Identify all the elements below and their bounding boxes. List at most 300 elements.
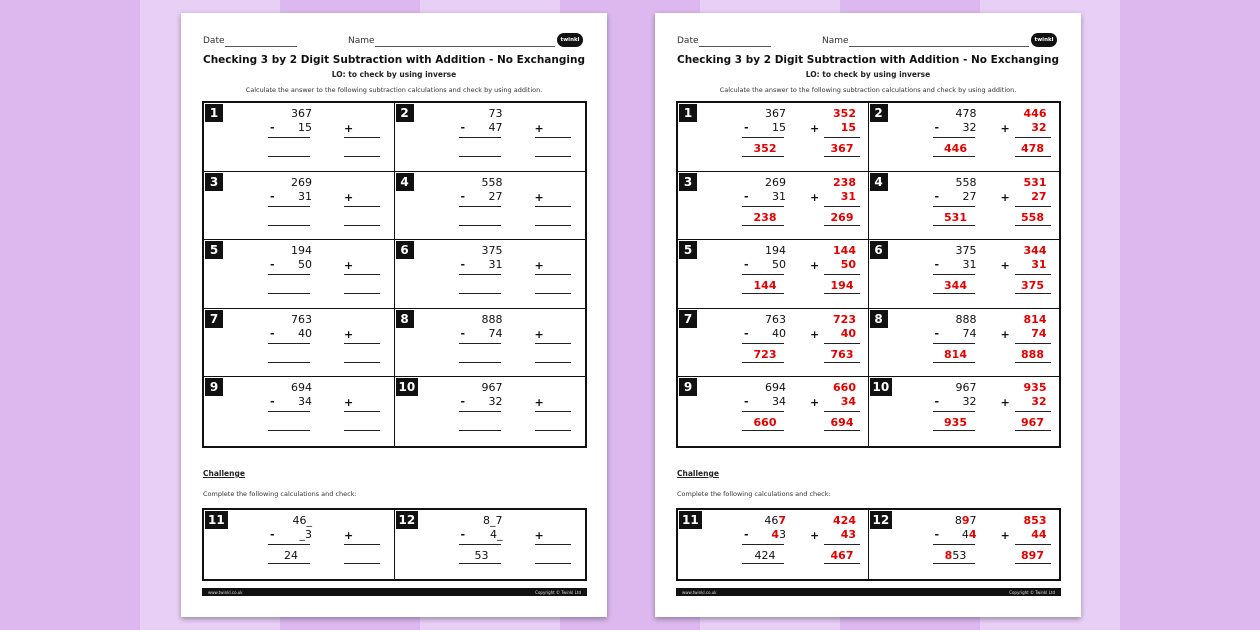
answer-line xyxy=(268,544,310,545)
result xyxy=(935,549,977,562)
minus-sign: - xyxy=(270,326,275,340)
minuend: 888 xyxy=(481,312,503,326)
answer-line xyxy=(742,293,784,294)
minuend: 967 xyxy=(481,381,503,395)
answer: 531 xyxy=(944,210,967,224)
subtrahend: 40 xyxy=(298,326,312,340)
subtrahend: 4_ xyxy=(490,528,503,541)
answer-cell xyxy=(869,103,1060,172)
answer: 723 xyxy=(753,347,777,361)
worksheet-title: Checking 3 by 2 Digit Subtraction with Addition - No Exchanging xyxy=(203,54,585,66)
plus-sign: + xyxy=(534,259,544,273)
plus-sign: + xyxy=(1000,529,1010,542)
stripe xyxy=(1120,0,1260,630)
check-line xyxy=(535,343,571,344)
answer-line xyxy=(459,274,501,275)
footer-copyright: Copyright © Twinkl Ltd xyxy=(535,589,581,595)
worksheet-answers xyxy=(655,13,1081,617)
check-line xyxy=(824,225,860,226)
minuend: 194 xyxy=(765,244,786,258)
question-cell xyxy=(204,172,395,241)
check-line xyxy=(535,293,571,294)
answer-line xyxy=(933,293,975,294)
subtrahend: 74 xyxy=(488,326,503,340)
plus-sign: + xyxy=(344,327,354,341)
answer-cell xyxy=(869,309,1060,378)
answer-cell xyxy=(869,377,1060,446)
answer-line xyxy=(459,411,501,412)
result: 424 xyxy=(754,549,776,562)
check-bottom: 34 xyxy=(840,395,856,409)
subtrahend: _3 xyxy=(299,528,312,541)
plus-sign: + xyxy=(810,396,820,410)
answer-line xyxy=(459,293,501,294)
check-sum: 194 xyxy=(830,279,854,293)
answer-line xyxy=(459,156,501,157)
check-line xyxy=(1015,411,1051,412)
answer: 238 xyxy=(753,210,777,224)
answer-line xyxy=(268,293,310,294)
check-bottom: 27 xyxy=(1031,189,1047,203)
answer-line xyxy=(742,274,784,275)
question-number: 7 xyxy=(205,310,223,328)
subtrahend xyxy=(927,528,977,541)
check-line xyxy=(344,156,380,157)
answer-line xyxy=(742,411,784,412)
answer-line xyxy=(268,137,310,138)
minuend: 558 xyxy=(481,175,503,189)
check-line xyxy=(344,362,380,363)
answer-line xyxy=(933,137,975,138)
check-top: 446 xyxy=(1023,107,1047,120)
answer-cell xyxy=(678,309,869,378)
question-number: 1 xyxy=(679,104,697,122)
check-line xyxy=(535,563,571,564)
plus-sign: + xyxy=(534,122,544,135)
minuend: 888 xyxy=(955,312,977,326)
instructions: Calculate the answer to the following subtraction calculations and check by using addition. xyxy=(719,86,1017,94)
question-number: 4 xyxy=(870,173,888,191)
check-line xyxy=(1015,544,1051,545)
check-line xyxy=(824,274,860,275)
answer-line xyxy=(742,137,784,138)
question-cell xyxy=(395,172,586,241)
challenge-heading: Challenge xyxy=(677,469,719,478)
minuend-given: 7 xyxy=(969,514,977,527)
answer-cell xyxy=(678,377,869,446)
plus-sign: + xyxy=(1000,122,1010,135)
check-line xyxy=(1015,206,1051,207)
answer-cell xyxy=(869,172,1060,241)
minus-sign: - xyxy=(744,258,749,272)
check-bottom: 50 xyxy=(840,258,856,272)
question-number: 10 xyxy=(396,378,419,396)
check-line xyxy=(824,156,860,157)
minus-sign: - xyxy=(460,189,466,203)
minuend: 694 xyxy=(765,381,786,395)
question-number: 12 xyxy=(870,511,893,529)
question-number: 5 xyxy=(205,241,223,259)
answer-line xyxy=(742,544,784,545)
footer-website: www.twinkl.co.uk xyxy=(682,589,717,595)
answer: 935 xyxy=(944,416,967,430)
question-number: 9 xyxy=(679,378,697,396)
minus-sign: - xyxy=(744,189,749,203)
question-number: 3 xyxy=(205,173,223,191)
answer-line xyxy=(459,225,501,226)
plus-sign: + xyxy=(1000,327,1010,341)
challenge-instructions: Complete the following calculations and check: xyxy=(203,490,357,498)
check-sum: 763 xyxy=(830,347,854,361)
plus-sign: + xyxy=(344,122,354,135)
learning-objective: LO: to check by using inverse xyxy=(331,70,457,79)
subtrahend: 47 xyxy=(488,121,503,134)
footer-copyright: Copyright © Twinkl Ltd xyxy=(1009,589,1055,595)
worksheet-footer xyxy=(676,588,1061,596)
question-number: 5 xyxy=(679,241,697,259)
minuend: 763 xyxy=(765,312,786,326)
challenge-cell xyxy=(204,510,395,579)
check-sum: 367 xyxy=(830,142,854,155)
subtrahend: 15 xyxy=(298,121,312,134)
minus-sign: - xyxy=(460,528,466,541)
minuend xyxy=(736,514,786,527)
worksheet-footer xyxy=(202,588,587,596)
check-line xyxy=(1015,137,1051,138)
minus-sign: - xyxy=(460,121,466,134)
check-bottom: 32 xyxy=(1031,395,1047,409)
minus-sign: - xyxy=(270,189,275,203)
check-line xyxy=(824,430,860,431)
footer-website: www.twinkl.co.uk xyxy=(208,589,243,595)
answer-line xyxy=(459,544,501,545)
question-number: 2 xyxy=(396,104,414,122)
minus-sign: - xyxy=(744,121,749,134)
subtrahend: 34 xyxy=(298,395,312,409)
check-top: 344 xyxy=(1023,244,1047,258)
minus-sign: - xyxy=(270,121,275,134)
challenge-cell xyxy=(869,510,1060,579)
missing-digit: 4 xyxy=(968,528,977,541)
worksheet-title: Checking 3 by 2 Digit Subtraction with Addition - No Exchanging xyxy=(677,54,1059,66)
answer-cell xyxy=(678,240,869,309)
check-top: 853 xyxy=(1023,514,1047,527)
answer-line xyxy=(268,563,310,564)
minuend: 375 xyxy=(481,244,503,258)
check-line xyxy=(824,206,860,207)
minus-sign: - xyxy=(270,528,275,541)
minuend-given: 8 xyxy=(954,514,962,527)
missing-digit: 8 xyxy=(944,549,953,562)
answer-line xyxy=(933,563,975,564)
check-line xyxy=(1015,293,1051,294)
answer-line xyxy=(459,563,501,564)
minus-sign: - xyxy=(460,326,466,340)
answer-line xyxy=(933,411,975,412)
answer-line xyxy=(742,156,784,157)
subtrahend: 27 xyxy=(962,189,977,203)
name-label: Name xyxy=(348,36,375,46)
minus-sign: - xyxy=(934,395,940,409)
minuend: 194 xyxy=(291,244,312,258)
answer: 352 xyxy=(753,142,777,155)
answer-line xyxy=(459,362,501,363)
answer-line xyxy=(268,411,310,412)
minuend: 967 xyxy=(955,381,977,395)
check-line xyxy=(1015,225,1051,226)
answer-line xyxy=(459,430,501,431)
question-number: 10 xyxy=(870,378,893,396)
date-label: Date xyxy=(203,36,225,46)
subtrahend: 27 xyxy=(488,189,503,203)
subtrahend: 32 xyxy=(488,395,503,409)
check-line xyxy=(824,343,860,344)
minus-sign: - xyxy=(934,121,940,134)
check-bottom: 31 xyxy=(1031,258,1047,272)
subtrahend: 15 xyxy=(772,121,786,134)
answer-line xyxy=(742,225,784,226)
answer-line xyxy=(268,343,310,344)
plus-sign: + xyxy=(810,122,820,135)
subtrahend: 31 xyxy=(772,189,786,203)
subtrahend xyxy=(736,528,786,541)
plus-sign: + xyxy=(344,259,354,273)
check-line xyxy=(535,411,571,412)
answer-line xyxy=(933,430,975,431)
plus-sign: + xyxy=(534,190,544,204)
minuend: 73 xyxy=(488,107,503,120)
answer-cell xyxy=(678,103,869,172)
plus-sign: + xyxy=(344,190,354,204)
check-top: 424 xyxy=(833,514,856,527)
subtrahend: 34 xyxy=(772,395,786,409)
result: 24 xyxy=(284,549,298,562)
check-line xyxy=(344,293,380,294)
stripe xyxy=(0,0,140,630)
check-line xyxy=(535,137,571,138)
check-line xyxy=(824,362,860,363)
answer-line xyxy=(933,225,975,226)
answer-cell xyxy=(678,172,869,241)
answer: 814 xyxy=(944,347,967,361)
check-top: 723 xyxy=(833,312,856,326)
question-cell xyxy=(395,103,586,172)
answer-line xyxy=(933,206,975,207)
plus-sign: + xyxy=(810,259,820,273)
check-line xyxy=(344,563,380,564)
minus-sign: - xyxy=(744,395,749,409)
subtrahend: 74 xyxy=(962,326,977,340)
minuend: 269 xyxy=(765,175,786,189)
check-line xyxy=(535,225,571,226)
instructions: Calculate the answer to the following subtraction calculations and check by using addition. xyxy=(245,86,543,94)
check-line xyxy=(535,362,571,363)
subtrahend: 40 xyxy=(772,326,786,340)
check-line xyxy=(535,156,571,157)
question-cell xyxy=(204,309,395,378)
check-top: 238 xyxy=(833,175,856,189)
worksheet-header xyxy=(203,36,585,50)
answer-line xyxy=(742,563,784,564)
plus-sign: + xyxy=(344,529,354,542)
check-line xyxy=(535,274,571,275)
check-line xyxy=(1015,156,1051,157)
name-label: Name xyxy=(822,36,849,46)
answer-line xyxy=(268,225,310,226)
answer-line xyxy=(459,137,501,138)
answer: 660 xyxy=(753,416,777,430)
question-cell xyxy=(395,377,586,446)
check-line xyxy=(535,430,571,431)
minuend: 763 xyxy=(291,312,312,326)
check-sum: 558 xyxy=(1021,210,1044,224)
subtrahend-given: 3 xyxy=(779,528,786,541)
plus-sign: + xyxy=(1000,396,1010,410)
minus-sign: - xyxy=(460,258,466,272)
check-line xyxy=(824,411,860,412)
plus-sign: + xyxy=(534,529,544,542)
check-line xyxy=(344,137,380,138)
question-number: 7 xyxy=(679,310,697,328)
answer-line xyxy=(268,430,310,431)
check-line xyxy=(535,544,571,545)
answer-line xyxy=(268,274,310,275)
answer: 446 xyxy=(944,142,967,155)
check-line xyxy=(344,343,380,344)
check-sum: 478 xyxy=(1021,142,1044,155)
minus-sign: - xyxy=(744,326,749,340)
minuend: 478 xyxy=(955,107,977,120)
question-number: 8 xyxy=(396,310,414,328)
check-bottom: 32 xyxy=(1031,121,1047,134)
check-line xyxy=(344,274,380,275)
check-sum: 897 xyxy=(1021,549,1044,562)
missing-digit: 4 xyxy=(771,528,779,541)
check-sum: 375 xyxy=(1021,279,1044,293)
answer: 144 xyxy=(753,279,777,293)
minuend: 46_ xyxy=(292,514,312,527)
minus-sign: - xyxy=(744,528,749,541)
twinkl-logo: twinkl xyxy=(557,33,583,47)
check-top: 531 xyxy=(1023,175,1047,189)
check-line xyxy=(1015,563,1051,564)
worksheet-header xyxy=(677,36,1059,50)
missing-digit: 7 xyxy=(778,514,786,527)
check-line xyxy=(824,293,860,294)
subtrahend: 31 xyxy=(488,258,503,272)
subtrahend: 50 xyxy=(772,258,786,272)
answer-line xyxy=(933,362,975,363)
answer-line xyxy=(742,206,784,207)
answer-line xyxy=(742,362,784,363)
check-line xyxy=(344,544,380,545)
check-line xyxy=(824,544,860,545)
answer-line xyxy=(268,362,310,363)
challenge-answer-grid xyxy=(676,508,1061,581)
check-top: 660 xyxy=(833,381,856,395)
question-number: 6 xyxy=(396,241,414,259)
check-sum: 694 xyxy=(830,416,854,430)
check-bottom: 15 xyxy=(840,121,856,134)
subtrahend-given: 4 xyxy=(961,528,969,541)
check-line xyxy=(1015,430,1051,431)
check-line xyxy=(1015,362,1051,363)
minuend: 8_7 xyxy=(483,514,503,527)
question-number: 11 xyxy=(679,511,702,529)
check-bottom: 74 xyxy=(1031,326,1047,340)
subtrahend: 31 xyxy=(298,189,312,203)
challenge-instructions: Complete the following calculations and check: xyxy=(677,490,831,498)
check-line xyxy=(535,206,571,207)
check-line xyxy=(1015,274,1051,275)
minuend: 558 xyxy=(955,175,977,189)
worksheet-blank xyxy=(181,13,607,617)
result-given: 53 xyxy=(952,549,967,562)
question-number: 6 xyxy=(870,241,888,259)
minus-sign: - xyxy=(460,395,466,409)
plus-sign: + xyxy=(344,396,354,410)
question-cell xyxy=(204,377,395,446)
question-cell xyxy=(204,240,395,309)
check-bottom: 44 xyxy=(1031,528,1047,541)
minus-sign: - xyxy=(934,326,940,340)
check-sum: 467 xyxy=(830,549,854,562)
check-line xyxy=(344,430,380,431)
minus-sign: - xyxy=(934,528,940,541)
check-line xyxy=(824,137,860,138)
check-bottom: 40 xyxy=(840,326,856,340)
question-cell xyxy=(204,103,395,172)
check-line xyxy=(344,225,380,226)
minuend: 367 xyxy=(291,107,312,120)
question-grid xyxy=(202,101,587,448)
answer-cell xyxy=(869,240,1060,309)
check-line xyxy=(1015,343,1051,344)
challenge-heading: Challenge xyxy=(203,469,245,478)
date-line xyxy=(699,46,771,47)
check-bottom: 31 xyxy=(840,189,856,203)
check-top: 144 xyxy=(833,244,856,258)
answer-line xyxy=(933,343,975,344)
plus-sign: + xyxy=(534,327,544,341)
check-top: 935 xyxy=(1023,381,1047,395)
subtrahend: 31 xyxy=(962,258,977,272)
answer-line xyxy=(742,430,784,431)
missing-digit: 9 xyxy=(961,514,970,527)
date-line xyxy=(225,46,297,47)
plus-sign: + xyxy=(1000,190,1010,204)
minuend-given: 46 xyxy=(764,514,779,527)
question-cell xyxy=(395,240,586,309)
answer-line xyxy=(933,156,975,157)
minuend: 269 xyxy=(291,175,312,189)
answer-grid xyxy=(676,101,1061,448)
plus-sign: + xyxy=(810,190,820,204)
check-sum: 269 xyxy=(830,210,854,224)
challenge-cell xyxy=(678,510,869,579)
question-number: 11 xyxy=(205,511,228,529)
plus-sign: + xyxy=(810,327,820,341)
result: 53 xyxy=(474,549,489,562)
subtrahend: 32 xyxy=(962,395,977,409)
minus-sign: - xyxy=(934,258,940,272)
plus-sign: + xyxy=(810,529,820,542)
check-top: 814 xyxy=(1023,312,1047,326)
question-cell xyxy=(395,309,586,378)
minus-sign: - xyxy=(270,395,275,409)
question-number: 1 xyxy=(205,104,223,122)
learning-objective: LO: to check by using inverse xyxy=(805,70,931,79)
